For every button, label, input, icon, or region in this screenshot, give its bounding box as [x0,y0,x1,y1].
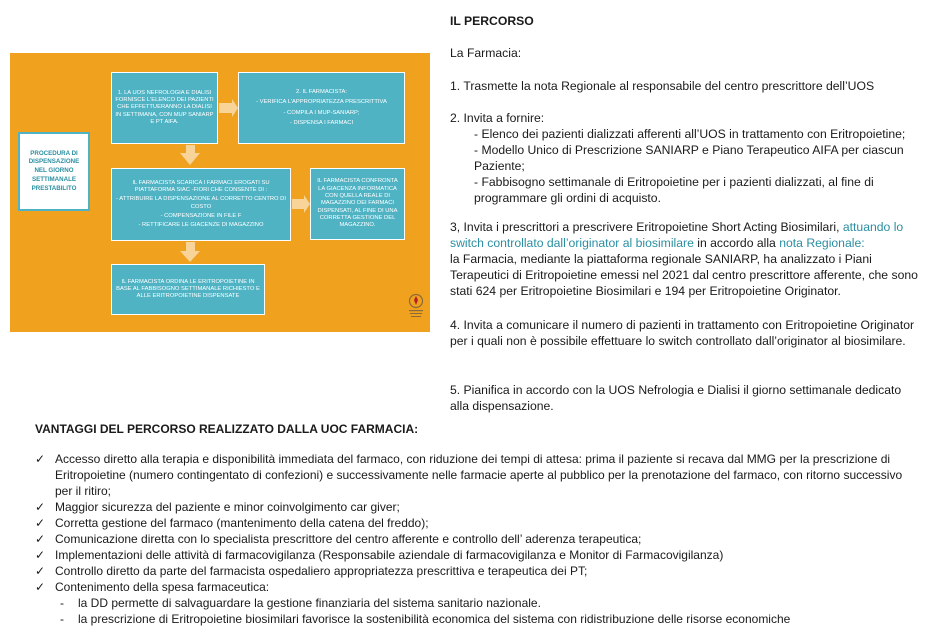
step4-text: IL FARMACISTA CONFRONTA LA GIACENZA INFORMATICA CON QUELLA REALE DI MAGAZZINO DEI FARMACI DISPENSATI, AL FINE DI UNA CORRETTA GESTIONE DEL MAGAZZINO. [317,178,398,229]
arrow-step3-to-step5 [180,242,200,262]
vantaggi-item-text: Implementazioni delle attività di farmacovigilanza (Responsabile aziendale di farmacovigilanza e Monitor di Farmacovigilanza) [55,548,724,562]
check-icon: ✓ [35,564,46,578]
vantaggi-item [35,451,915,499]
percorso-step-2-sub: - Modello Unico di Prescrizione SANIARP e Piano Terapeutico AIFA per ciascun Paziente; [474,143,904,173]
vantaggi-item-text: Controllo diretto da parte del farmacista ospedaliero appropriatezza prescrittiva e terapeutica dei PT; [55,564,588,578]
vantaggi-sub-text: la prescrizione di Eritropoietine biosimilari favorisce la sostenibilità economica del sistema con ridistribuzione delle risorse economiche [78,612,791,626]
percorso-step-1: 1. Trasmette la nota Regionale al responsabile del centro prescrittore dell’UOS [450,79,875,93]
flowchart-panel [10,53,430,332]
percorso-step-4: 4. Invita a comunicare il numero di pazienti in trattamento con Eritropoietine Originator per i quali non è possibile effettuare lo switch controllato dall’originator al biosimilare. [450,318,915,348]
step3-nota: nota Regionale: [779,236,865,250]
step3-intro: IL FARMACISTA SCARICA I FARMACI EROGATI SU PIATTAFORMA SIAC -FIORI CHE CONSENTE DI : [132,179,270,193]
step3-detail: la Farmacia, mediante la piattaforma regionale SANIARP, ha analizzato i Piani Terapeutici di Eritropoietine emessi nel 2021 dal centro prescrittore afferente, che sono stati 624 per Eritropoietine Biosimilari e 194 per Eritropoietine Originator. [450,252,918,298]
step2-title: 2. IL FARMACISTA: [296,88,347,95]
check-icon: ✓ [35,516,46,530]
step3-accordo: in accordo alla [693,236,780,250]
vantaggi-item [35,515,915,531]
procedure-label: PROCEDURA DI DISPENSAZIONE NEL GIORNO SETTIMANALE PRESTABILITO [28,149,80,192]
vantaggi-item [35,547,915,563]
check-icon: ✓ [35,548,46,562]
arrow-step3-to-step4 [292,195,310,213]
step3-item: - COMPENSAZIONE IN FILE F [160,212,242,219]
step2-item: - COMPILA I MUP-SANIARP; [283,109,360,116]
step1-text: 1. LA UOS NEFROLOGIA E DIALISI FORNISCE L'ELENCO DEI PAZIENTI CHE EFFETTUERANNO LA DIALISI IN SETTIMANA, CON MUP SANIARP E PT AIFA. [115,89,214,125]
check-icon: ✓ [35,452,46,466]
check-icon: ✓ [35,500,46,514]
step3-item: - ATTRIBUIRE LA DISPENSAZIONE AL CORRETTO CENTRO DI COSTO [116,196,286,210]
vantaggi-item [35,579,915,595]
percorso-intro: La Farmacia: [450,46,522,60]
step2-item: - VERIFICA L'APPROPRIATEZZA PRESCRITTIVA [256,99,387,106]
step3-lead: 3, Invita i prescrittori a prescrivere Eritropoietine Short Acting Biosimilari, [450,220,840,234]
flow-arrows [10,53,430,332]
percorso-step-2-sub: - Elenco dei pazienti dializzati afferenti all’UOS in trattamento con Eritropoietine; [474,127,906,141]
percorso-step-5: 5. Pianifica in accordo con la UOS Nefrologia e Dialisi il giorno settimanale dedicato alla dispensazione. [450,383,902,413]
vantaggi-sub-text: la DD permette di salvaguardare la gestione finanziaria del sistema sanitario nazionale. [78,596,541,610]
percorso-step-3 [450,219,920,299]
percorso-step-2: 2. Invita a fornire: [450,111,545,125]
arrow-step2-to-step3 [180,145,200,165]
vantaggi-item-text: Corretta gestione del farmaco (mantenimento della catena del freddo); [55,516,429,530]
vantaggi-item-text: Accesso diretto alla terapia e disponibilità immediata del farmaco, con riduzione dei tempi di attesa: prima il paziente si recava dal MMG per la prescrizione di Eritropoietine (numero contingentato di confezioni) e successivamente nelle farmacie aperte al pubblico per la prenotazione del farmaco, con ritorno successivo per il ritiro; [55,452,903,498]
vantaggi-item [35,531,915,547]
step5-text: IL FARMACISTA ORDINA LE ERITROPOIETINE IN BASE AL FABBISOGNO SETTIMANALE RICHIESTO E ALLE ERITROPOIETINE DISPENSATE [116,278,260,300]
vantaggi-item [35,499,915,515]
institution-logo-icon [407,292,425,322]
vantaggi-sub-item: - la prescrizione di Eritropoietine biosimilari favorisce la sostenibilità economica del sistema con ridistribuzione delle risorse economiche [60,612,791,626]
arrow-step1-to-step2 [219,99,238,117]
vantaggi-item-text: Maggior sicurezza del paziente e minor coinvolgimento car giver; [55,500,400,514]
percorso-step-2-sub: - Fabbisogno settimanale di Eritropoietine per i pazienti dializzati, al fine di programmare gli ordini di acquisto. [474,175,874,205]
vantaggi-item [35,563,915,579]
vantaggi-item-text: Contenimento della spesa farmaceutica: [55,580,270,594]
check-icon: ✓ [35,580,46,594]
step3-item: - RETTIFICARE LE GIACENZE DI MAGAZZINO [138,222,264,229]
vantaggi-item-text: Comunicazione diretta con lo specialista prescrittore del centro afferente e controllo dell’ aderenza terapeutica; [55,532,642,546]
step2-item: - DISPENSA I FARMACI [289,119,354,126]
vantaggi-sub-item: - la DD permette di salvaguardare la gestione finanziaria del sistema sanitario nazionale. [60,596,541,610]
step3-switch: attuando lo switch controllato dall’originator al biosimilare [450,220,904,250]
percorso-title: IL PERCORSO [450,14,534,28]
vantaggi-heading: VANTAGGI DEL PERCORSO REALIZZATO DALLA UOC FARMACIA: [35,422,419,436]
check-icon: ✓ [35,532,46,546]
